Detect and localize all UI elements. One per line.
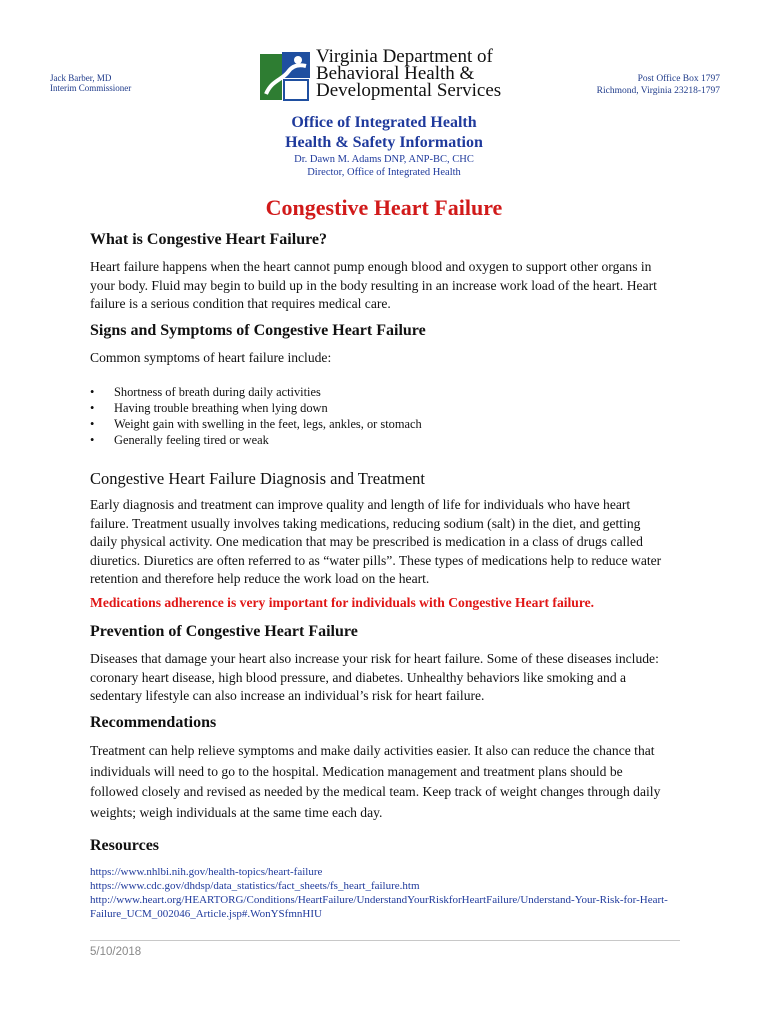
dbhds-logo <box>258 46 514 106</box>
office-block <box>0 113 768 179</box>
logo-line-1: Virginia Department of <box>316 46 493 67</box>
list-item: • Weight gain with swelling in the feet, legs, ankles, or stomach <box>90 417 422 431</box>
commissioner-role: Interim Commissioner <box>50 83 132 93</box>
heading-what-is: What is Congestive Heart Failure? <box>90 231 328 248</box>
heading-prevention: Prevention of Congestive Heart Failure <box>90 623 358 640</box>
paragraph-recommendations: Treatment can help relieve symptoms and make daily activities easier. It also can reduce the chance that individuals will need to go to the hospital. Medication management and treatment plans should be followed closely and revised as needed by the medical team. Keep track of weight changes through daily weights; weigh individuals at the same time each day. <box>90 743 661 820</box>
office-subtitle: Health & Safety Information <box>285 134 483 151</box>
bullet-icon: • <box>90 417 95 431</box>
logo-line-2: Behavioral Health & <box>316 63 475 84</box>
address-line-2: Richmond, Virginia 23218-1797 <box>596 86 720 96</box>
heading-recommendations: Recommendations <box>90 714 217 731</box>
list-item: • Generally feeling tired or weak <box>90 433 269 447</box>
bullet-icon: • <box>90 385 95 399</box>
commissioner-block <box>50 73 131 93</box>
logo-wordmark <box>316 48 501 99</box>
dbhds-logo-icon <box>258 50 312 104</box>
director-role: Director, Office of Integrated Health <box>307 167 461 178</box>
bullet-icon: • <box>90 433 95 447</box>
director-name: Dr. Dawn M. Adams DNP, ANP-BC, CHC <box>294 154 474 165</box>
resources-links <box>90 865 690 921</box>
resource-link-aha[interactable]: http://www.heart.org/HEARTORG/Conditions/HeartFailure/UnderstandYourRiskforHeartFailure/Understand-Your-Risk-for-Heart-Failure_UCM_002046_Article.jsp#.WonYSfmnHIU <box>90 894 668 920</box>
resource-link-nhlbi[interactable]: https://www.nhlbi.nih.gov/health-topics/heart-failure <box>90 866 323 878</box>
heading-resources: Resources <box>90 837 160 854</box>
paragraph-prevention: Diseases that damage your heart also increase your risk for heart failure. Some of these diseases include: coronary heart disease, high blood pressure, and diabetes. Unhealthy behaviors like smoking and a sedentary lifestyle can also increase an individual’s risk for heart failure. <box>90 651 659 703</box>
paragraph-what-is: Heart failure happens when the heart cannot pump enough blood and oxygen to support other organs in your body. Fluid may begin to build up in the body resulting in an increase work load of the heart. Heart failure is a serious condition that requires medical care. <box>90 259 657 311</box>
office-title: Office of Integrated Health <box>291 114 477 131</box>
heading-diagnosis: Congestive Heart Failure Diagnosis and Treatment <box>90 469 425 488</box>
symptoms-list <box>90 384 422 448</box>
heading-signs: Signs and Symptoms of Congestive Heart Failure <box>90 322 426 339</box>
document-title: Congestive Heart Failure <box>265 195 503 220</box>
resource-link-cdc[interactable]: https://www.cdc.gov/dhdsp/data_statistics/fact_sheets/fs_heart_failure.htm <box>90 880 420 892</box>
logo-line-3: Developmental Services <box>316 80 502 101</box>
address-block <box>597 73 720 97</box>
commissioner-name: Jack Barber, MD <box>50 73 112 83</box>
address-line-1: Post Office Box 1797 <box>637 74 720 84</box>
footer-divider <box>90 940 680 941</box>
bullet-icon: • <box>90 401 95 415</box>
footer-date: 5/10/2018 <box>90 946 142 958</box>
adherence-alert: Medications adherence is very important for individuals with Congestive Heart failure. <box>90 595 595 610</box>
symptoms-intro: Common symptoms of heart failure include: <box>90 350 332 365</box>
paragraph-diagnosis: Early diagnosis and treatment can improve quality and length of life for individuals who have heart failure. Treatment usually involves taking medications, reducing sodium (salt) in the diet, and getting daily physical activity. One medication that may be prescribed is medication in a class of drugs called diuretics. Diuretics are often referred to as “water pills”. These types of medications help to reduce water retention and therefore help reduce the work load on the heart. <box>90 497 662 586</box>
list-item: • Having trouble breathing when lying down <box>90 401 328 415</box>
list-item: • Shortness of breath during daily activities <box>90 385 321 399</box>
